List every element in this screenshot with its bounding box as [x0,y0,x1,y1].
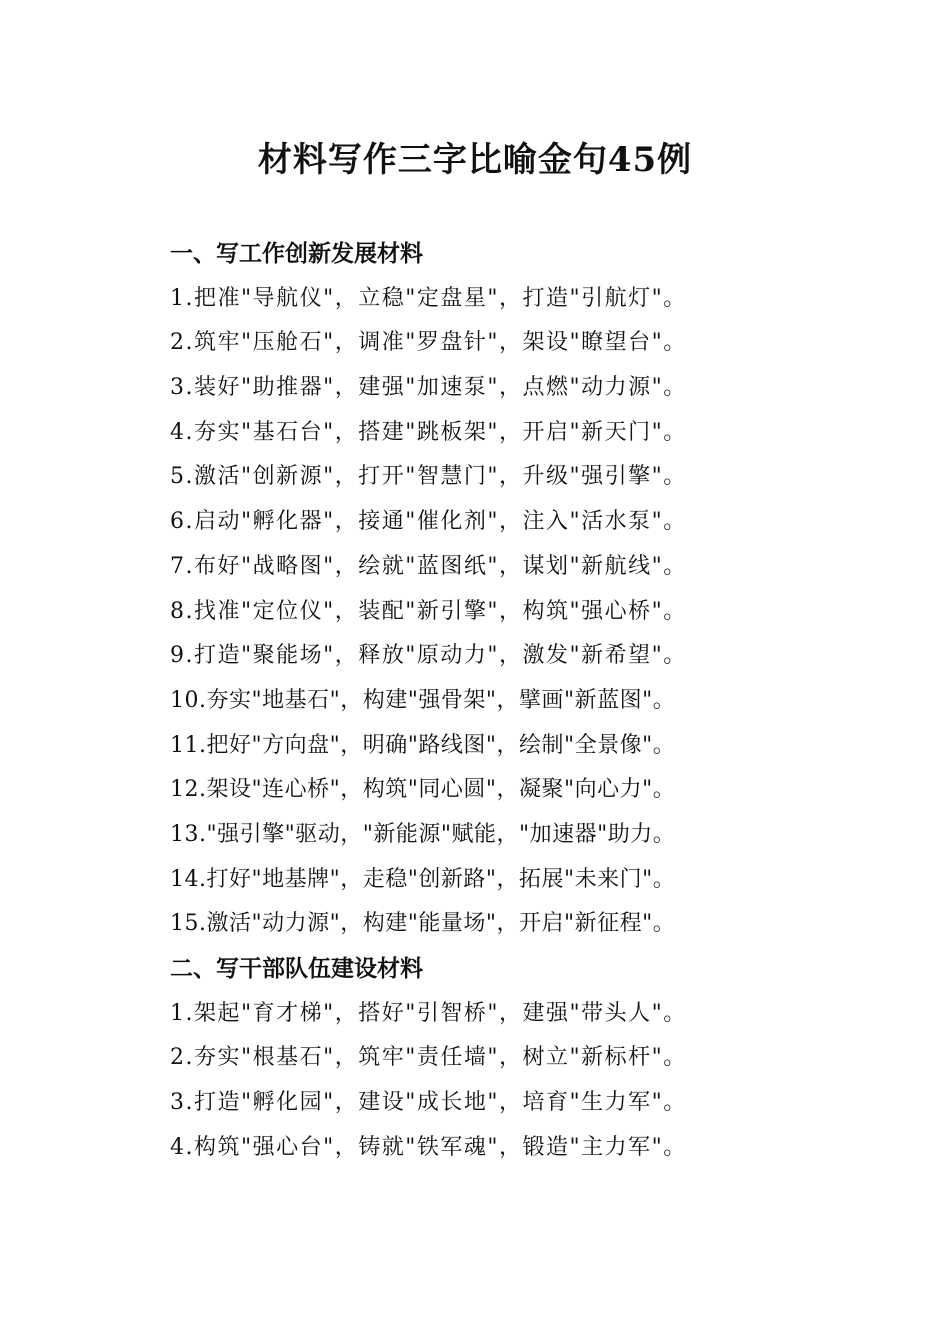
list-item: 3.装好"助推器"，建强"加速泵"，点燃"动力源"。 [170,375,687,401]
document-body [170,232,770,1170]
list-item: 2.夯实"根基石"，筑牢"责任墙"，树立"新标杆"。 [170,1045,687,1071]
list-item: 7.布好"战略图"，绘就"蓝图纸"，谋划"新航线"。 [170,553,687,579]
list-item: 3.打造"孵化园"，建设"成长地"，培育"生力军"。 [170,1090,687,1116]
list-item: 11.把好"方向盘"，明确"路线图"，绘制"全景像"。 [170,732,676,758]
list-item: 15.激活"动力源"，构建"能量场"，开启"新征程"。 [170,911,676,937]
list-item: 4.夯实"基石台"，搭建"跳板架"，开启"新天门"。 [170,419,687,445]
list-item: 4.构筑"强心台"，铸就"铁军魂"，锻造"主力军"。 [170,1134,687,1160]
list-item: 1.架起"育才梯"，搭好"引智桥"，建强"带头人"。 [170,1000,687,1026]
list-item: 6.启动"孵化器"，接通"催化剂"，注入"活水泵"。 [170,509,687,535]
list-item: 8.找准"定位仪"，装配"新引擎"，构筑"强心桥"。 [170,598,687,624]
section-heading: 二、写干部队伍建设材料 [170,956,423,982]
list-item: 12.架设"连心桥"，构筑"同心圆"，凝聚"向心力"。 [170,777,676,803]
list-item: 5.激活"创新源"，打开"智慧门"，升级"强引擎"。 [170,464,687,490]
document-title: 材料写作三字比喻金句45例 [257,140,693,180]
list-item: 13."强引擎"驱动，"新能源"赋能，"加速器"助力。 [170,821,676,847]
list-item: 9.打造"聚能场"，释放"原动力"，激发"新希望"。 [170,643,687,669]
section-heading: 一、写工作创新发展材料 [170,241,423,267]
list-item: 2.筑牢"压舱石"，调准"罗盘针"，架设"瞭望台"。 [170,330,687,356]
list-item: 14.打好"地基牌"，走稳"创新路"，拓展"未来门"。 [170,866,676,892]
list-item: 1.把准"导航仪"，立稳"定盘星"，打造"引航灯"。 [170,285,687,311]
list-item: 10.夯实"地基石"，构建"强骨架"，擘画"新蓝图"。 [170,687,676,713]
